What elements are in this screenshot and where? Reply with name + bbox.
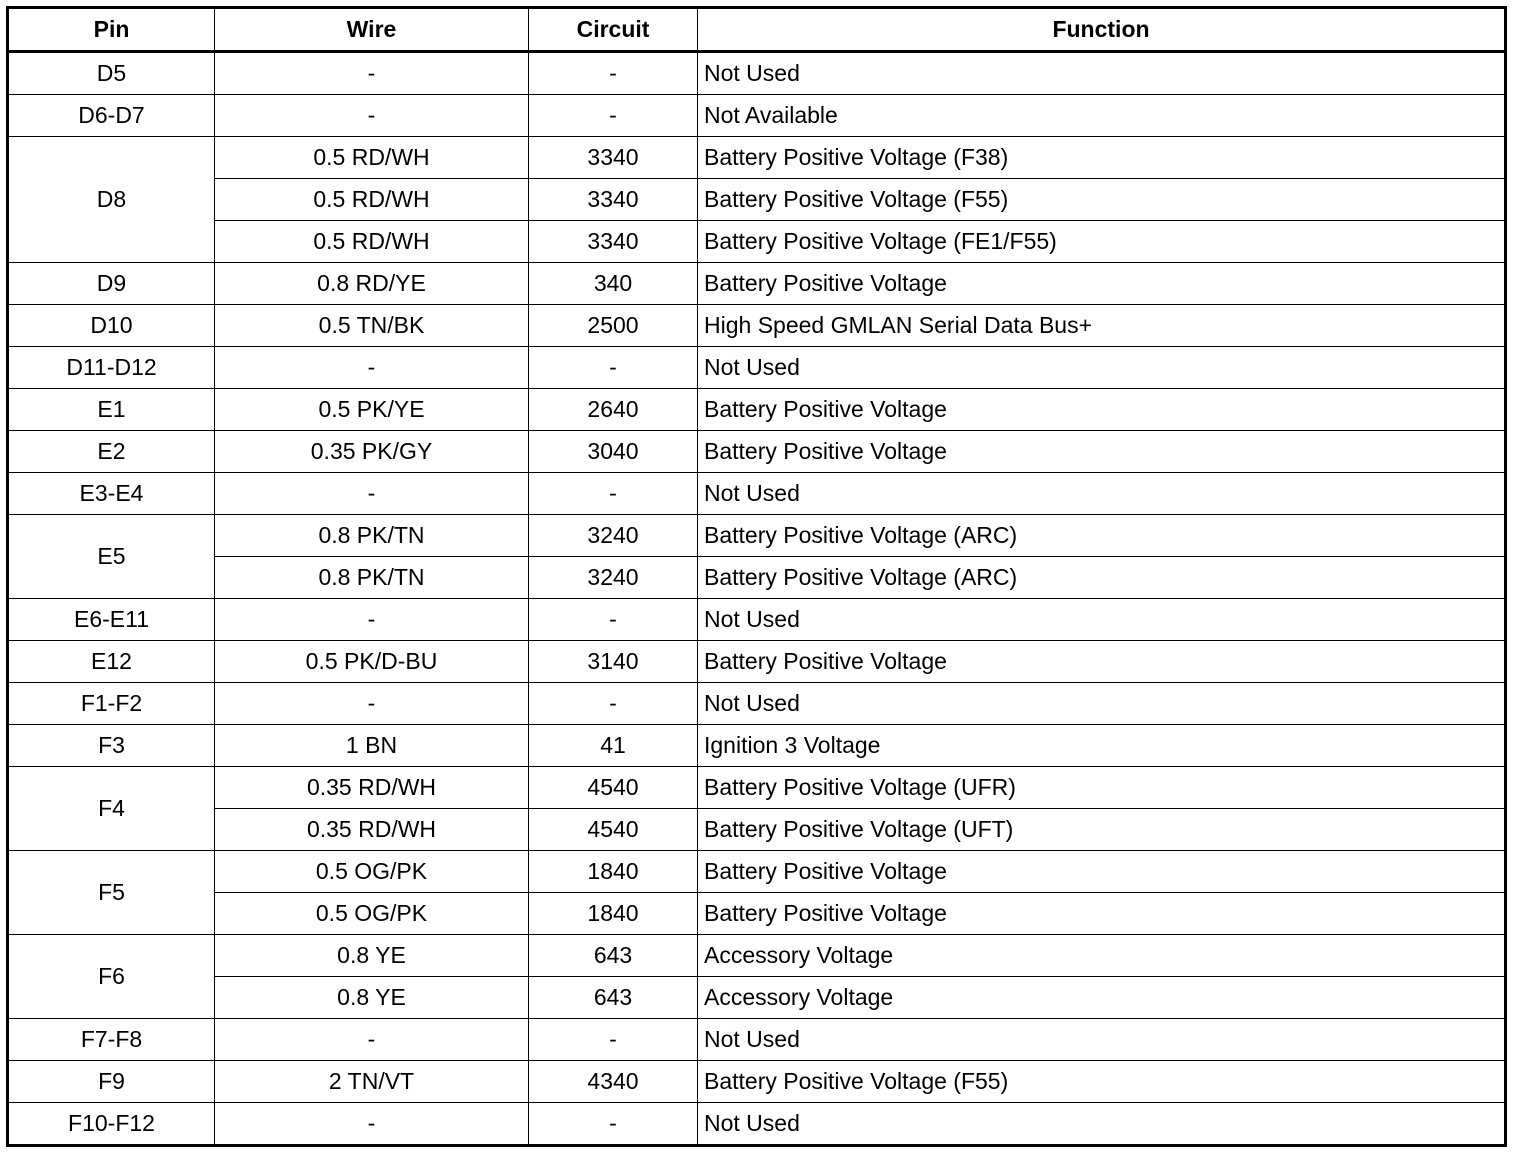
- function-cell: Battery Positive Voltage: [698, 893, 1506, 935]
- wire-cell: 0.5 OG/PK: [215, 851, 529, 893]
- function-cell: Ignition 3 Voltage: [698, 725, 1506, 767]
- table-row: [8, 52, 1506, 95]
- wire-cell: -: [215, 95, 529, 137]
- pin-cell: F6: [8, 935, 215, 1019]
- wire-cell: 0.5 RD/WH: [215, 221, 529, 263]
- wire-cell: -: [215, 599, 529, 641]
- table-row: [8, 851, 1506, 893]
- wire-cell: 0.8 PK/TN: [215, 515, 529, 557]
- function-cell: Battery Positive Voltage (F38): [698, 137, 1506, 179]
- circuit-cell: 2640: [529, 389, 698, 431]
- wire-cell: 0.35 PK/GY: [215, 431, 529, 473]
- function-cell: Battery Positive Voltage (UFT): [698, 809, 1506, 851]
- circuit-cell: 643: [529, 977, 698, 1019]
- pin-cell: F4: [8, 767, 215, 851]
- header-pin: Pin: [8, 8, 215, 52]
- pin-cell: E3-E4: [8, 473, 215, 515]
- circuit-cell: 1840: [529, 851, 698, 893]
- table-row: [8, 221, 1506, 263]
- pin-cell: F7-F8: [8, 1019, 215, 1061]
- function-cell: Accessory Voltage: [698, 977, 1506, 1019]
- circuit-cell: -: [529, 95, 698, 137]
- table-row: [8, 473, 1506, 515]
- connector-pinout-table: [6, 6, 1507, 1147]
- circuit-cell: -: [529, 52, 698, 95]
- wire-cell: -: [215, 347, 529, 389]
- circuit-cell: 3340: [529, 137, 698, 179]
- circuit-cell: 3340: [529, 179, 698, 221]
- circuit-cell: 3340: [529, 221, 698, 263]
- table-row: [8, 137, 1506, 179]
- wire-cell: 2 TN/VT: [215, 1061, 529, 1103]
- header-function: Function: [698, 8, 1506, 52]
- function-cell: Battery Positive Voltage (UFR): [698, 767, 1506, 809]
- function-cell: Battery Positive Voltage: [698, 851, 1506, 893]
- wire-cell: 1 BN: [215, 725, 529, 767]
- wire-cell: 0.35 RD/WH: [215, 809, 529, 851]
- circuit-cell: 2500: [529, 305, 698, 347]
- function-cell: Battery Positive Voltage (ARC): [698, 557, 1506, 599]
- function-cell: Battery Positive Voltage (F55): [698, 1061, 1506, 1103]
- circuit-cell: -: [529, 473, 698, 515]
- wire-cell: 0.5 RD/WH: [215, 137, 529, 179]
- table-row: [8, 557, 1506, 599]
- circuit-cell: 3140: [529, 641, 698, 683]
- function-cell: Not Used: [698, 1019, 1506, 1061]
- wire-cell: 0.5 TN/BK: [215, 305, 529, 347]
- table-row: [8, 767, 1506, 809]
- table-row: [8, 599, 1506, 641]
- header-circuit: Circuit: [529, 8, 698, 52]
- wire-cell: 0.8 YE: [215, 977, 529, 1019]
- function-cell: Accessory Voltage: [698, 935, 1506, 977]
- pin-cell: E2: [8, 431, 215, 473]
- table-row: [8, 179, 1506, 221]
- wire-cell: 0.5 OG/PK: [215, 893, 529, 935]
- wire-cell: -: [215, 52, 529, 95]
- pin-cell: F1-F2: [8, 683, 215, 725]
- circuit-cell: -: [529, 1019, 698, 1061]
- circuit-cell: 4540: [529, 767, 698, 809]
- wire-cell: 0.8 PK/TN: [215, 557, 529, 599]
- table-row: [8, 389, 1506, 431]
- table-row: [8, 893, 1506, 935]
- table-row: [8, 95, 1506, 137]
- circuit-cell: 3240: [529, 515, 698, 557]
- table-body: [8, 52, 1506, 1146]
- wire-cell: 0.8 RD/YE: [215, 263, 529, 305]
- table-row: [8, 1061, 1506, 1103]
- circuit-cell: 340: [529, 263, 698, 305]
- circuit-cell: -: [529, 1103, 698, 1146]
- pin-cell: F10-F12: [8, 1103, 215, 1146]
- table-row: [8, 431, 1506, 473]
- wire-cell: -: [215, 1103, 529, 1146]
- circuit-cell: 1840: [529, 893, 698, 935]
- wire-cell: 0.5 PK/YE: [215, 389, 529, 431]
- circuit-cell: 643: [529, 935, 698, 977]
- function-cell: Not Used: [698, 347, 1506, 389]
- circuit-cell: -: [529, 347, 698, 389]
- function-cell: Battery Positive Voltage: [698, 263, 1506, 305]
- pin-cell: F9: [8, 1061, 215, 1103]
- wire-cell: -: [215, 473, 529, 515]
- wire-cell: 0.8 YE: [215, 935, 529, 977]
- table-row: [8, 347, 1506, 389]
- table-row: [8, 641, 1506, 683]
- wire-cell: 0.35 RD/WH: [215, 767, 529, 809]
- pin-cell: F5: [8, 851, 215, 935]
- pin-cell: E1: [8, 389, 215, 431]
- function-cell: Battery Positive Voltage: [698, 641, 1506, 683]
- header-wire: Wire: [215, 8, 529, 52]
- header-row: [8, 8, 1506, 52]
- table-row: [8, 935, 1506, 977]
- table-row: [8, 725, 1506, 767]
- circuit-cell: -: [529, 599, 698, 641]
- function-cell: High Speed GMLAN Serial Data Bus+: [698, 305, 1506, 347]
- pin-cell: D6-D7: [8, 95, 215, 137]
- table-header: [8, 8, 1506, 52]
- pin-cell: E5: [8, 515, 215, 599]
- circuit-cell: -: [529, 683, 698, 725]
- wire-cell: -: [215, 1019, 529, 1061]
- pin-cell: D9: [8, 263, 215, 305]
- table-row: [8, 305, 1506, 347]
- function-cell: Battery Positive Voltage: [698, 431, 1506, 473]
- wire-cell: 0.5 RD/WH: [215, 179, 529, 221]
- wire-cell: 0.5 PK/D-BU: [215, 641, 529, 683]
- pin-cell: D5: [8, 52, 215, 95]
- table-row: [8, 1019, 1506, 1061]
- function-cell: Battery Positive Voltage: [698, 389, 1506, 431]
- table-row: [8, 809, 1506, 851]
- pin-cell: E12: [8, 641, 215, 683]
- function-cell: Not Available: [698, 95, 1506, 137]
- pin-cell: D8: [8, 137, 215, 263]
- table-row: [8, 263, 1506, 305]
- pin-cell: D11-D12: [8, 347, 215, 389]
- circuit-cell: 4540: [529, 809, 698, 851]
- table-row: [8, 515, 1506, 557]
- table-row: [8, 683, 1506, 725]
- circuit-cell: 4340: [529, 1061, 698, 1103]
- circuit-cell: 3040: [529, 431, 698, 473]
- function-cell: Not Used: [698, 52, 1506, 95]
- table-row: [8, 1103, 1506, 1146]
- circuit-cell: 3240: [529, 557, 698, 599]
- pin-cell: E6-E11: [8, 599, 215, 641]
- function-cell: Not Used: [698, 599, 1506, 641]
- function-cell: Not Used: [698, 1103, 1506, 1146]
- wire-cell: -: [215, 683, 529, 725]
- function-cell: Not Used: [698, 683, 1506, 725]
- pin-cell: D10: [8, 305, 215, 347]
- function-cell: Battery Positive Voltage (ARC): [698, 515, 1506, 557]
- function-cell: Battery Positive Voltage (FE1/F55): [698, 221, 1506, 263]
- circuit-cell: 41: [529, 725, 698, 767]
- function-cell: Battery Positive Voltage (F55): [698, 179, 1506, 221]
- function-cell: Not Used: [698, 473, 1506, 515]
- pin-cell: F3: [8, 725, 215, 767]
- table-row: [8, 977, 1506, 1019]
